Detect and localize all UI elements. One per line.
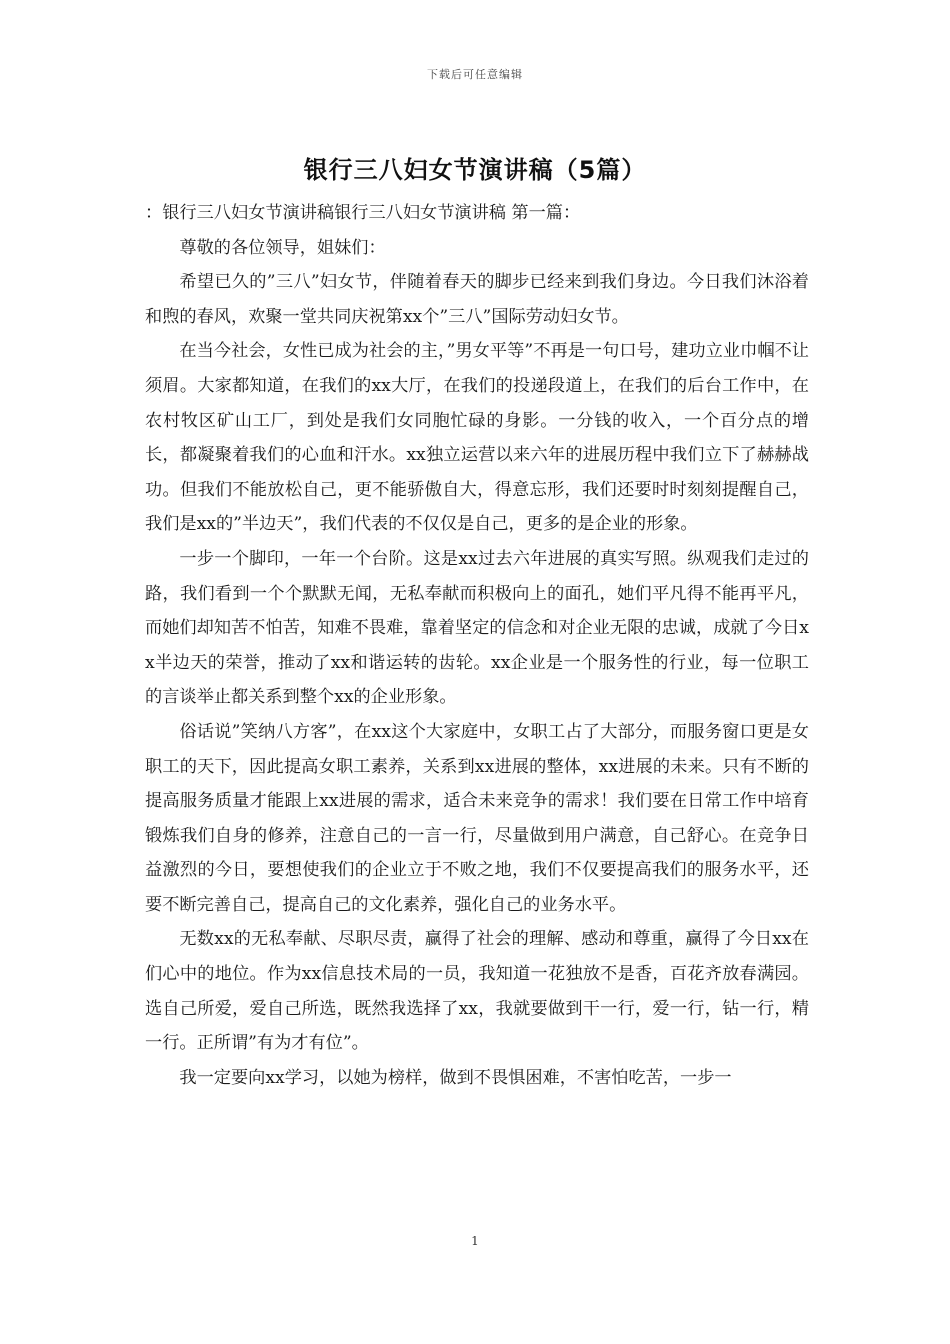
document-body (145, 196, 809, 1095)
paragraph-salutation: 尊敬的各位领导，姐妹们： (179, 237, 386, 258)
header-note: 下载后可任意编辑 (427, 68, 523, 81)
paragraph: 一步一个脚印，一年一个台阶。这是xx过去六年进展的真实写照。纵观我们走过的路，我们看到一个个默默无闻，无私奉献而积极向上的面孔，她们平凡得不能再平凡，而她们却知苦不怕苦，知难不畏难，靠着坚定的信念和对企业无限的忠诚，成就了今日xx半边天的荣誉，推动了xx和谐运转的齿轮。xx企业是一个服务性的行业，每一位职工的言谈举止都关系到整个xx的企业形象。 (145, 548, 809, 708)
paragraph: 希望已久的”三八”妇女节，伴随着春天的脚步已经来到我们身边。今日我们沐浴着和煦的春风，欢聚一堂共同庆祝第xx个”三八”国际劳动妇女节。 (145, 272, 809, 327)
document-title: 银行三八妇女节演讲稿（5篇） (303, 156, 647, 184)
paragraph: 我一定要向xx学习，以她为榜样，做到不畏惧困难，不害怕吃苦，一步一 (179, 1067, 732, 1088)
page-number: 1 (471, 1234, 479, 1248)
paragraph-intro: ：银行三八妇女节演讲稿银行三八妇女节演讲稿 第一篇： (145, 203, 581, 223)
paragraph: 无数xx的无私奉献、尽职尽责，赢得了社会的理解、感动和尊重，赢得了今日xx在们心中的地位。作为xx信息技术局的一员，我知道一花独放不是香，百花齐放春满园。选自己所爱，爱自己所选，既然我选择了xx，我就要做到干一行，爱一行，钻一行，精一行。正所谓”有为才有位”。 (145, 929, 809, 1054)
paragraph: 俗话说”笑纳八方客”，在xx这个大家庭中，女职工占了大部分，而服务窗口更是女职工的天下，因此提高女职工素养，关系到xx进展的整体，xx进展的未来。只有不断的提高服务质量才能跟上xx进展的需求，适合未来竞争的需求！我们要在日常工作中培育锻炼我们自身的修养，注意自己的一言一行，尽量做到用户满意，自己舒心。在竞争日益激烈的今日，要想使我们的企业立于不败之地，我们不仅要提高我们的服务水平，还要不断完善自己，提高自己的文化素养，强化自己的业务水平。 (145, 721, 809, 915)
paragraph: 在当今社会，女性已成为社会的主，”男女平等”不再是一句口号，建功立业巾帼不让须眉。大家都知道，在我们的xx大厅，在我们的投递段道上，在我们的后台工作中，在农村牧区矿山工厂，到处是我们女同胞忙碌的身影。一分钱的收入，一个百分点的增长，都凝聚着我们的心血和汗水。xx独立运营以来六年的进展历程中我们立下了赫赫战功。但我们不能放松自己，更不能骄傲自大，得意忘形，我们还要时时刻刻提醒自己，我们是xx的”半边天”，我们代表的不仅仅是自己，更多的是企业的形象。 (145, 341, 809, 535)
